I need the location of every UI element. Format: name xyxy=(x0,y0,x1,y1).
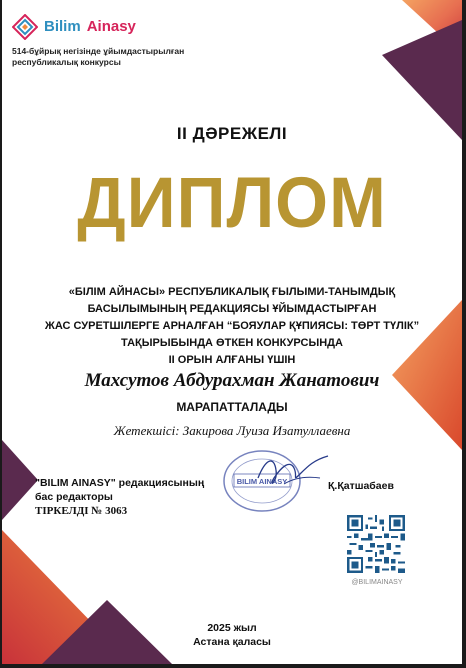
brand-logo-icon xyxy=(12,14,38,40)
award-line-1: «БІЛІМ АЙНАСЫ» РЕСПУБЛИКАЛЫҚ ҒЫЛЫМИ-ТАНЫМДЫҚ xyxy=(68,286,396,298)
brand-name-part2: Ainasy xyxy=(86,18,136,35)
contest-subtitle xyxy=(12,46,202,68)
editor-signature-block xyxy=(35,476,225,518)
supervisor-line: Жетекшісі: Закирова Луиза Изатуллаевна xyxy=(113,423,351,438)
signer-name: Қ.Қатшабаев xyxy=(328,480,394,492)
contest-line-1: 514-бұйрық негізінде ұйымдастырылған xyxy=(12,46,185,56)
brand-name xyxy=(44,18,136,35)
awarded-label: МАРАПАТТАЛАДЫ xyxy=(176,400,288,414)
award-line-5: II ОРЫН АЛҒАНЫ ҮШІН xyxy=(168,354,296,366)
editor-line-1: "BILIM AINASY" редакциясының xyxy=(35,477,205,489)
registration-number: ТІРКЕЛДІ № 3063 xyxy=(35,505,128,517)
diploma-page xyxy=(2,0,462,664)
handwritten-signature xyxy=(254,448,332,498)
brand-name-part1: Bilim xyxy=(44,18,81,35)
issue-year: 2025 жыл xyxy=(207,622,257,634)
diploma-title: ДИПЛОМ xyxy=(77,163,387,243)
brand-logo xyxy=(12,10,152,46)
editor-line-2: бас редакторы xyxy=(35,491,113,503)
award-line-4: ТАҚЫРЫБЫНДА ӨТКЕН КОНКУРСЫНДА xyxy=(121,337,343,349)
contest-line-2: республикалық конкурсы xyxy=(12,57,121,67)
qr-code-icon[interactable] xyxy=(347,515,405,573)
award-line-3: ЖАС СУРЕТШІЛЕРГЕ АРНАЛҒАН “БОЯУЛАР ҚҰПИЯСЫ: ТӨРТ ТҮЛІК” xyxy=(44,320,420,332)
issue-city: Астана қаласы xyxy=(193,636,271,648)
award-line-2: БАСЫЛЫМЫНЫҢ РЕДАКЦИЯСЫ ҰЙЫМДАСТЫРҒАН xyxy=(87,303,377,315)
qr-handle: @BILIMAINASY xyxy=(351,579,403,586)
award-description xyxy=(2,284,462,369)
degree-heading: II ДӘРЕЖЕЛІ xyxy=(176,124,288,143)
stamp-text: BILIM AINASY xyxy=(236,477,288,486)
awardee-name: Махсутов Абдурахман Жанатович xyxy=(84,370,380,391)
